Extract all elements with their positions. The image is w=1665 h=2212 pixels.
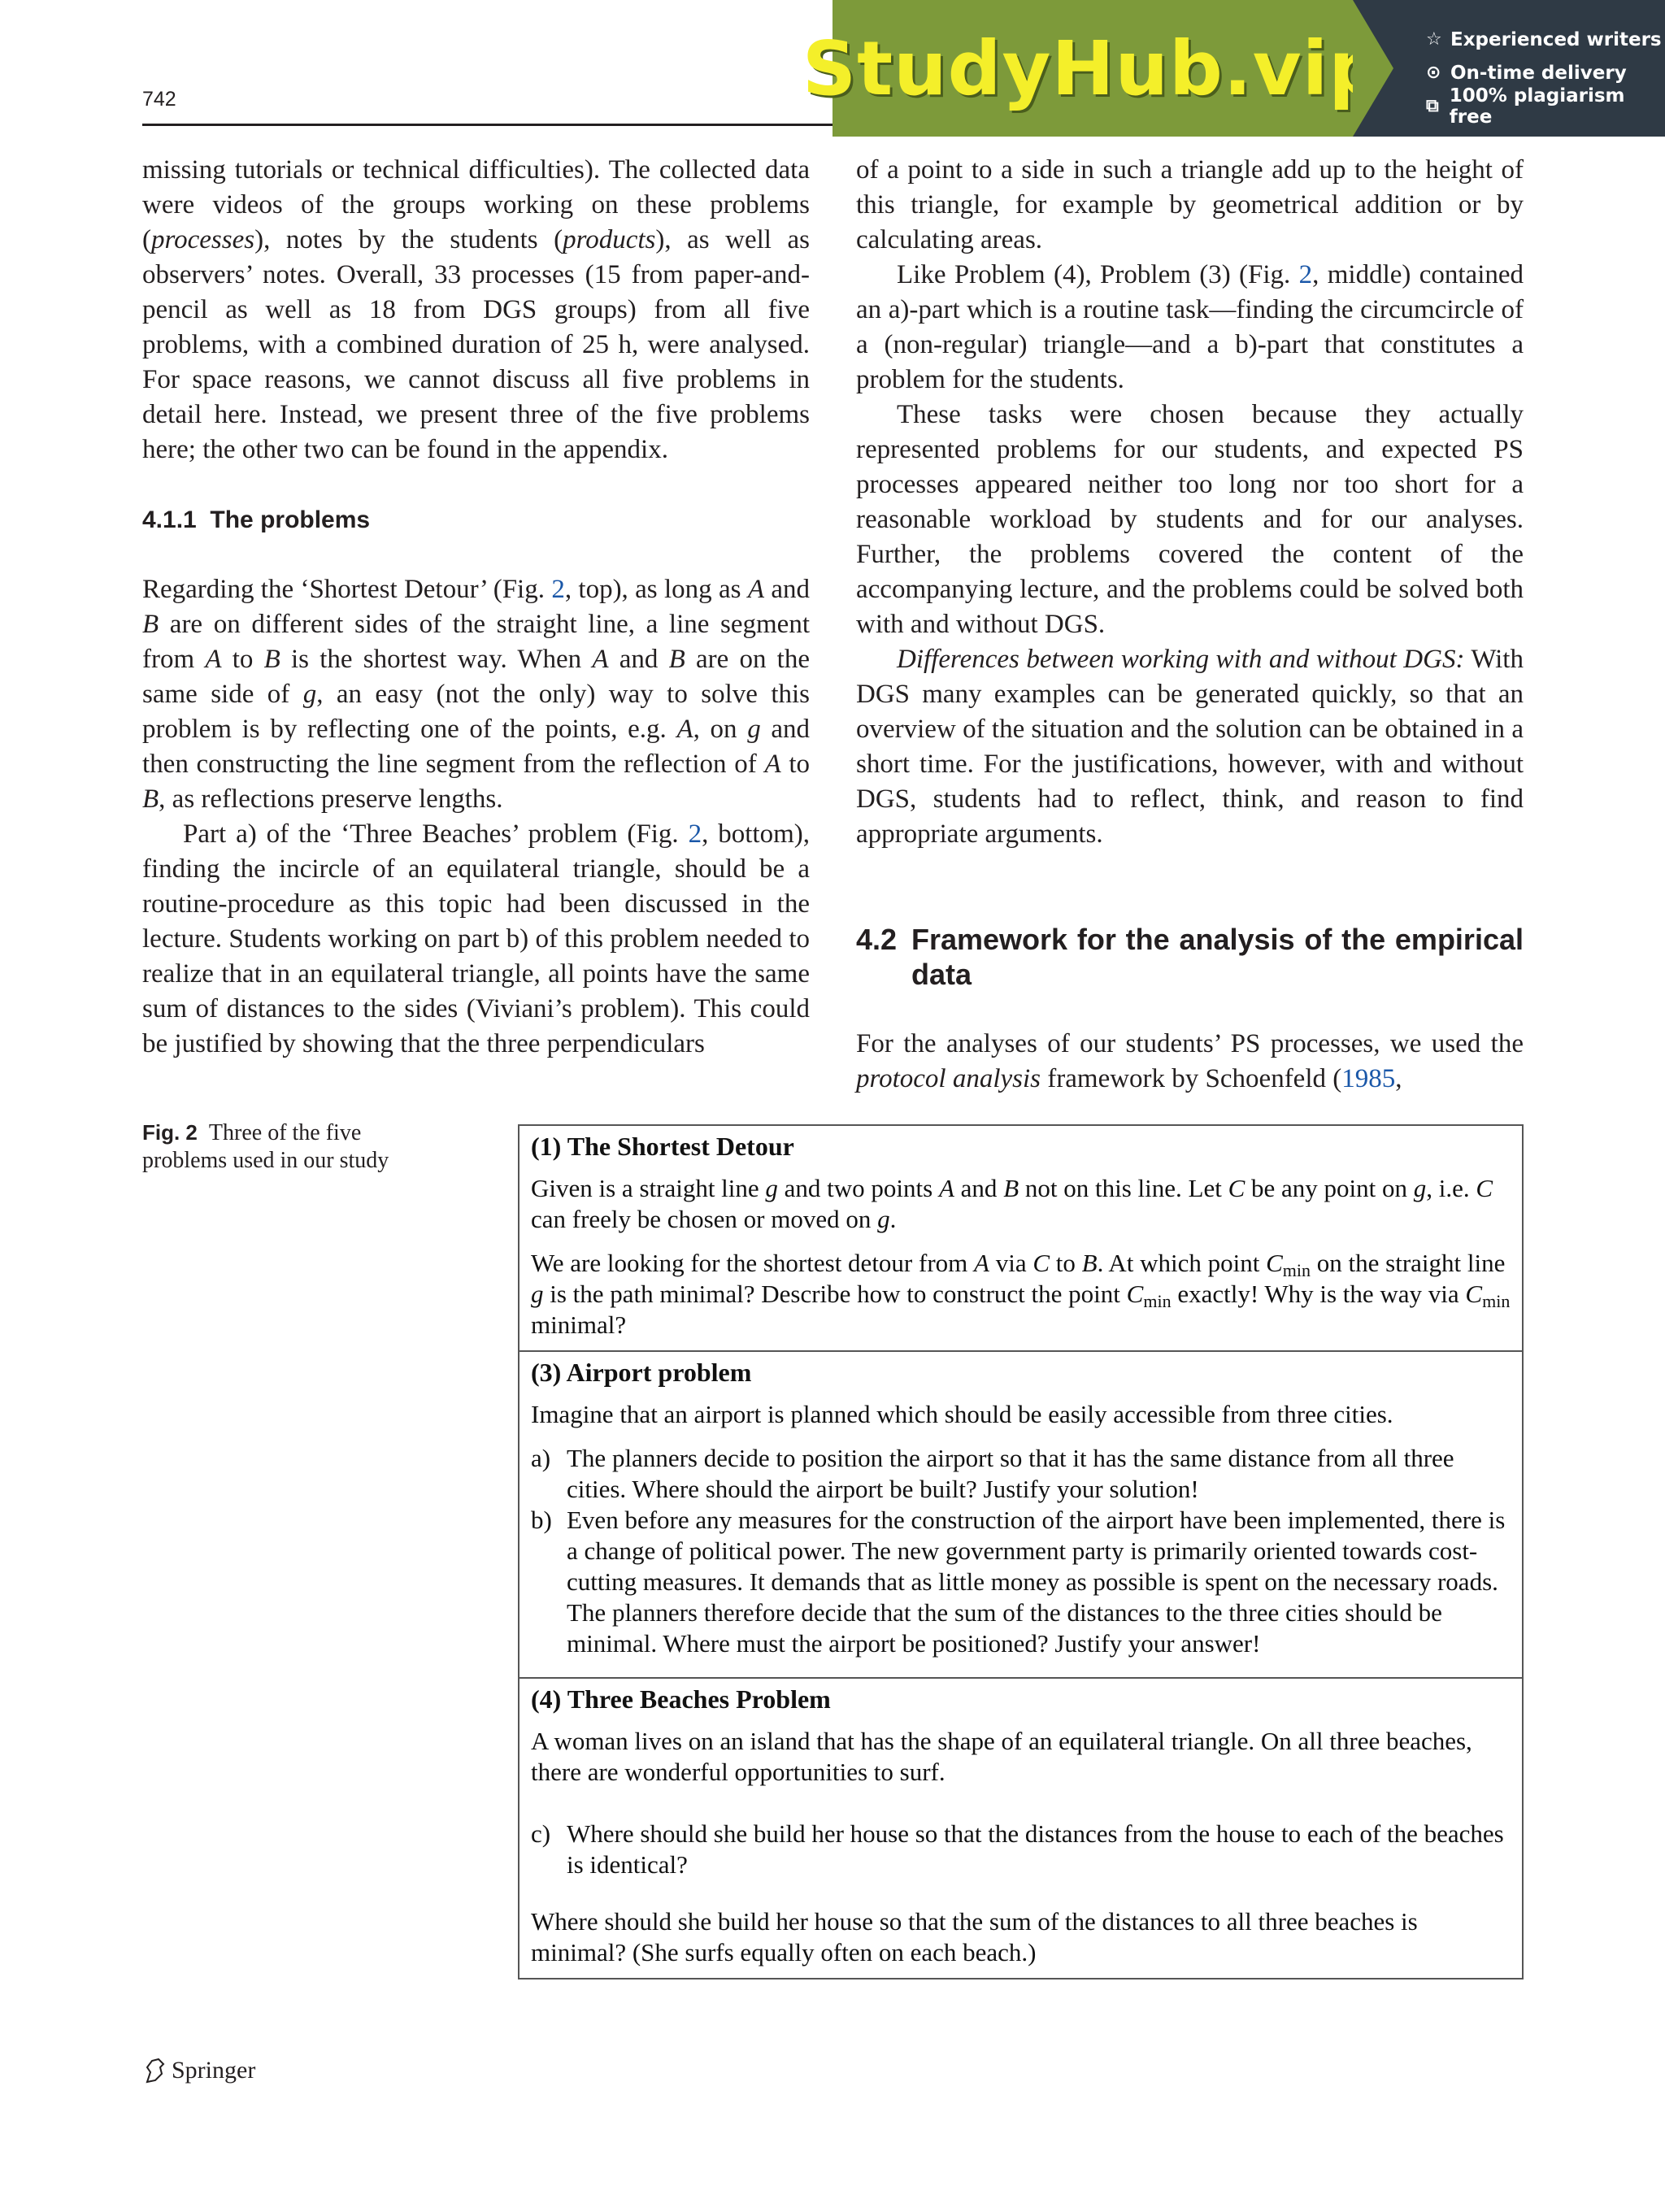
publisher-footer xyxy=(142,2057,255,2084)
problem-parts xyxy=(531,1819,1511,1880)
figure-caption: Fig. 2 Three of the five problems used in our study xyxy=(142,1120,389,1173)
problem-title: (3) Airport problem xyxy=(531,1358,752,1387)
paragraph: of a point to a side in such a triangle add up to the height of this triangle, for example by geometrical addition or by calculating areas. xyxy=(856,155,1524,254)
paragraph: These tasks were chosen because they actually represented problems for our students, and expected PS processes appeared neither too long nor too short for a reasonable workload by students and for our analyses. Further, the problems covered the content of the accompanying lecture, and the problems could be solved both with and without DGS. xyxy=(856,400,1524,639)
banner-feature xyxy=(1426,85,1665,128)
springer-horse-icon xyxy=(142,2058,167,2084)
paragraph: Regarding the ‘Shortest Detour’ (Fig. 2, top), as long as A and B are on different sides of the straight line, a line segment from A to B is the shortest way. When A and B are on the same side of g, an easy (not the only) way to solve this problem is by reflecting one of the points, e.g. A, on g and then constructing the line segment from the reflection of A to B, as reflections preserve lengths. xyxy=(142,575,811,814)
figure-box xyxy=(518,1124,1524,1980)
problem-text: Where should she build her house so that the sum of the distances to all three beaches is minimal? (She surfs equally often on each beach.) xyxy=(531,1907,1418,1966)
list-item: b) Even before any measures for the construction of the airport have been implemented, there is a change of political power. The new government party is primarily oriented towards cost-cutting measures. It demands that as little money as possible is spent on the necessary roads. The planners therefore decide that the sum of the distances to the three cities should be minimal. Where must the airport be positioned? Justify your answer! xyxy=(531,1506,1506,1658)
problem-text: A woman lives on an island that has the shape of an equilateral triangle. On all three beaches, there are wonderful opportunities to surf. xyxy=(531,1727,1472,1786)
citation-link[interactable]: 1985 xyxy=(1341,1064,1396,1093)
paragraph: Like Problem (4), Problem (3) (Fig. 2, middle) contained an a)-part which is a routine task—finding the circumcircle of a (non-regular) triangle—and a b)-part that constitutes a problem for the students. xyxy=(856,260,1524,394)
clock-icon: ⊙ xyxy=(1426,63,1441,83)
paragraph: For the analyses of our students’ PS processes, we used the protocol analysis framework by Schoenfeld (1985, xyxy=(856,1029,1524,1093)
problem-shortest-detour xyxy=(519,1126,1522,1352)
figure-link[interactable]: 2 xyxy=(688,819,702,849)
problem-title: (1) The Shortest Detour xyxy=(531,1132,794,1161)
banner-feature xyxy=(1426,23,1665,56)
banner-logo[interactable]: StudyHub.vip xyxy=(802,24,1384,112)
studyhub-banner[interactable] xyxy=(802,0,1665,137)
list-item: c) Where should she build her house so that the distances from the house to each of the beaches is identical? xyxy=(531,1819,1504,1879)
problem-parts xyxy=(531,1443,1511,1659)
banner-logo-panel xyxy=(802,0,1384,137)
publisher-name: Springer xyxy=(172,2057,256,2084)
section-heading: 4.2 Framework for the analysis of the empirical data xyxy=(856,923,1524,991)
subsection-heading: 4.1.1 The problems xyxy=(142,506,371,533)
problem-text: We are looking for the shortest detour from A via C to B. At which point $C_{min}$ on the straight line g is the path minimal? Describe how to construct the point $C_{min}$ exactly! Why is the way via $C_{min}$ minimal? xyxy=(531,1249,1511,1339)
banner-feature-label: Experienced writers xyxy=(1450,28,1662,50)
problem-title: (4) Three Beaches Problem xyxy=(531,1684,831,1714)
page-number: 742 xyxy=(142,88,176,111)
figure-link[interactable]: 2 xyxy=(551,575,565,604)
paragraph: Part a) of the ‘Three Beaches’ problem (Fig. 2, bottom), finding the incircle of an equilateral triangle, should be a routine-procedure as this topic had been discussed in the lecture. Students working on part b) of this problem needed to realize that in an equilateral triangle, all points have the same sum of distances to the sides (Viviani’s problem). This could be justified by showing that the three perpendiculars xyxy=(142,819,810,1058)
problem-three-beaches xyxy=(519,1679,1522,1978)
left-column xyxy=(142,153,810,1062)
problem-airport xyxy=(519,1352,1522,1679)
list-item: a) The planners decide to position the airport so that it has the same distance from all three cities. Where should the airport be built? Justify your solution! xyxy=(531,1444,1454,1503)
banner-features xyxy=(1353,0,1665,137)
figure-label: Fig. 2 xyxy=(142,1120,198,1145)
right-column xyxy=(856,153,1524,1097)
problem-text: Imagine that an airport is planned which should be easily accessible from three cities. xyxy=(531,1400,1393,1428)
copy-icon: ⧉ xyxy=(1426,96,1439,116)
paragraph: Differences between working with and without DGS: With DGS many examples can be generated quickly, so that an overview of the situation and the solution can be obtained in a short time. For the justifications, however, with and without DGS, students had to reflect, think, and reason to find appropriate arguments. xyxy=(856,645,1524,849)
paragraph: missing tutorials or technical difficulties). The collected data were videos of the groups working on these problems (processes), notes by the students (products), as well as observers’ notes. Overall, 33 processes (15 from paper-and-pencil as well as 18 from DGS groups) from all five problems, with a combined duration of 25 h, were analysed. For space reasons, we cannot discuss all five problems in detail here. Instead, we present three of the five problems here; the other two can be found in the appendix. xyxy=(142,155,810,464)
star-icon: ☆ xyxy=(1426,29,1442,50)
problem-text: Given is a straight line g and two points A and B not on this line. Let C be any point on g, i.e. C can freely be chosen or moved on g. xyxy=(531,1174,1493,1233)
banner-feature-label: 100% plagiarism free xyxy=(1449,85,1625,128)
banner-feature-label: On-time delivery xyxy=(1450,62,1627,84)
figure-link[interactable]: 2 xyxy=(1298,260,1313,289)
